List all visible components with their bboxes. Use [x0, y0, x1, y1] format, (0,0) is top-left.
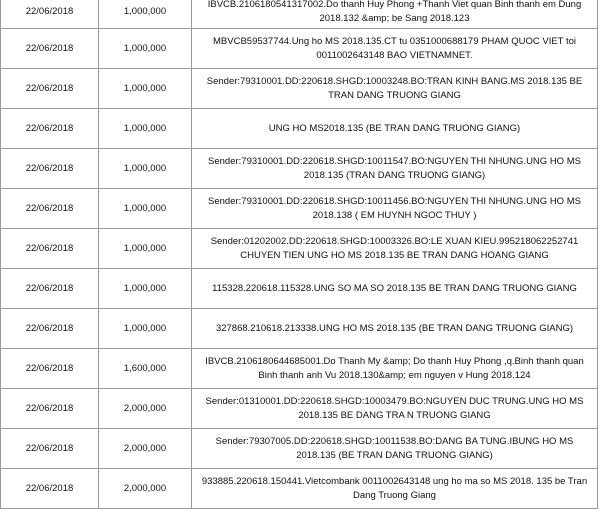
table-row [1, 109, 598, 149]
table-row [1, 229, 598, 269]
date-cell: 22/06/2018 [1, 229, 99, 269]
date-cell: 22/06/2018 [1, 29, 99, 69]
description-cell: Sender:79310001.DD:220618.SHGD:10011547.BO:NGUYEN THI NHUNG.UNG HO MS 2018.135 (TRAN DANG TRUONG GIANG) [192, 149, 598, 189]
description-cell: UNG HO MS2018.135 (BE TRAN DANG TRUONG GIANG) [192, 109, 598, 149]
description-cell: Sender:01310001.DD:220618.SHGD:10003479.BO:NGUYEN DUC TRUNG.UNG HO MS 2018.135 BE DANG TRA N TRUONG GIANG [192, 389, 598, 429]
description-cell: 327868.210618.213338.UNG HO MS 2018.135 (BE TRAN DANG TRUONG GIANG) [192, 309, 598, 349]
table-row [1, 429, 598, 469]
table-row [1, 149, 598, 189]
description-cell: 933885.220618.150441.Vietcombank 0011002643148 ung ho ma so MS 2018. 135 be Tran Dang Truong Giang [192, 469, 598, 509]
amount-cell: 1,000,000 [99, 189, 192, 229]
description-cell: Sender:01202002.DD:220618.SHGD:10003326.BO:LE XUAN KIEU.995218062252741 CHUYEN TIEN UNG HO MS 2018.135 BE TRAN DANG HOANG GIANG [192, 229, 598, 269]
description-cell: 115328.220618.115328.UNG SO MA SO 2018.135 BE TRAN DANG TRUONG GIANG [192, 269, 598, 309]
amount-cell: 2,000,000 [99, 389, 192, 429]
date-cell: 22/06/2018 [1, 349, 99, 389]
amount-cell: 1,000,000 [99, 309, 192, 349]
description-cell: Sender:79307005.DD:220618.SHGD:10011538.BO:DANG BA TUNG.IBUNG HO MS 2018.135 (BE TRAN DANG TRUONG GIANG) [192, 429, 598, 469]
description-cell: MBVCB59537744.Ung ho MS 2018.135.CT tu 0351000688179 PHAM QUOC VIET toi 0011002643148 BAO VIETNAMNET. [192, 29, 598, 69]
date-cell: 22/06/2018 [1, 469, 99, 509]
table-row [1, 0, 598, 29]
date-cell: 22/06/2018 [1, 269, 99, 309]
table-row [1, 189, 598, 229]
date-cell: 22/06/2018 [1, 69, 99, 109]
table-row [1, 349, 598, 389]
table-row [1, 69, 598, 109]
description-cell: IBVCB.2106180644685001.Do Thanh My &amp; Do thanh Huy Phong ,q.Binh thanh quan Binh thanh anh Vu 2018.130&amp; em nguyen v Hung 2018.124 [192, 349, 598, 389]
date-cell: 22/06/2018 [1, 189, 99, 229]
date-cell: 22/06/2018 [1, 309, 99, 349]
amount-cell: 1,000,000 [99, 29, 192, 69]
amount-cell: 1,600,000 [99, 349, 192, 389]
amount-cell: 1,000,000 [99, 149, 192, 189]
amount-cell: 2,000,000 [99, 429, 192, 469]
date-cell: 22/06/2018 [1, 149, 99, 189]
table-row [1, 29, 598, 69]
table-row [1, 469, 598, 509]
description-cell: IBVCB.2106180541317002.Do thanh Huy Phong +Thanh Viet quan Binh thanh em Dung 2018.132 &amp; be Sang 2018.123 [192, 0, 598, 29]
amount-cell: 1,000,000 [99, 229, 192, 269]
table-row [1, 269, 598, 309]
date-cell: 22/06/2018 [1, 109, 99, 149]
date-cell: 22/06/2018 [1, 389, 99, 429]
date-cell: 22/06/2018 [1, 0, 99, 29]
amount-cell: 2,000,000 [99, 469, 192, 509]
amount-cell: 1,000,000 [99, 269, 192, 309]
amount-cell: 1,000,000 [99, 109, 192, 149]
description-cell: Sender:79310001.DD:220618.SHGD:10003248.BO:TRAN KINH BANG.MS 2018.135 BE TRAN DANG TRUONG GIANG [192, 69, 598, 109]
table-row [1, 309, 598, 349]
amount-cell: 1,000,000 [99, 0, 192, 29]
description-cell: Sender:79310001.DD:220618.SHGD:10011456.BO:NGUYEN THI NHUNG.UNG HO MS 2018.138 ( EM HUYNH NGOC THUY ) [192, 189, 598, 229]
table-row [1, 389, 598, 429]
date-cell: 22/06/2018 [1, 429, 99, 469]
amount-cell: 1,000,000 [99, 69, 192, 109]
